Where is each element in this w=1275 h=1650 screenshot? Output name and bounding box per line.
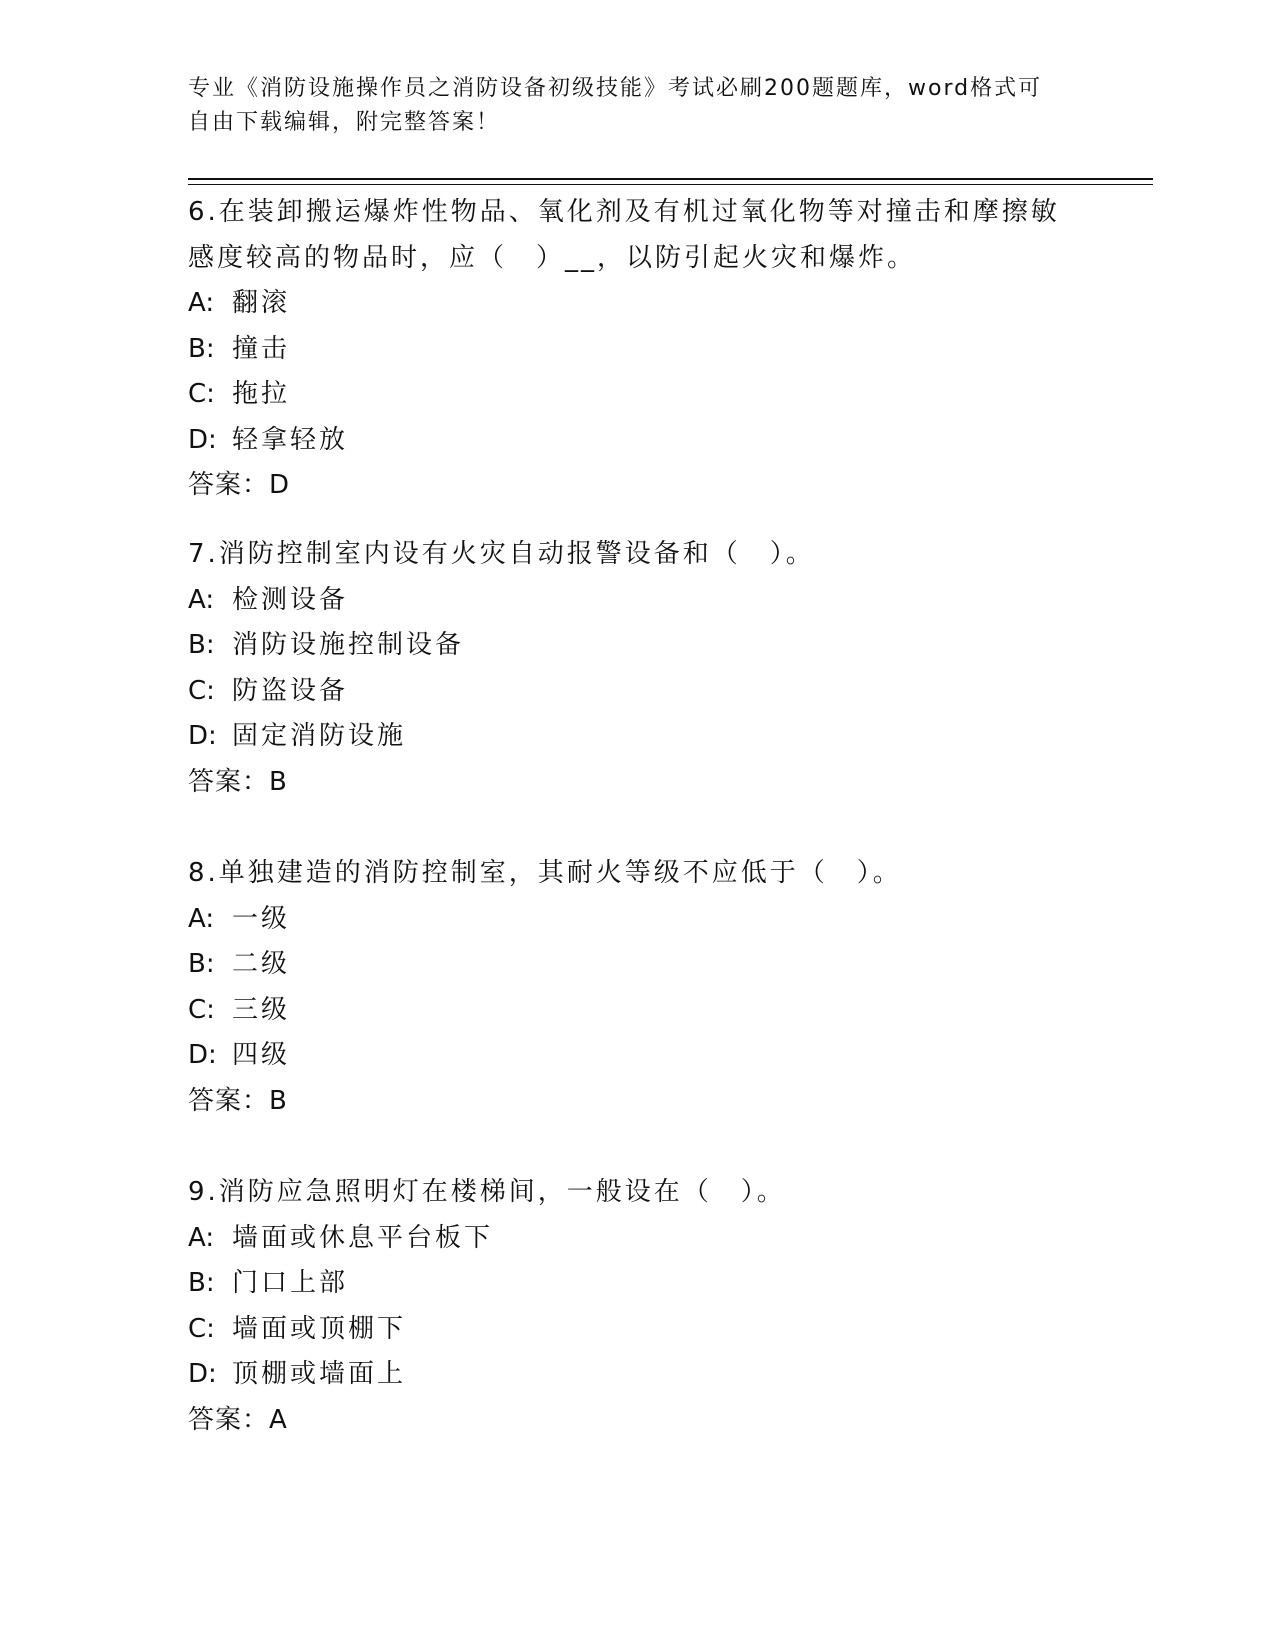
option-c (188, 988, 1088, 1034)
option-d (188, 1352, 1088, 1398)
option-letter: D: (188, 1359, 217, 1389)
option-letter: C: (188, 675, 215, 706)
option-text: 门口上部 (232, 1268, 349, 1298)
option-text: 顶棚或墙面上 (232, 1359, 407, 1389)
answer-line: 答案：D (188, 470, 291, 500)
option-d (188, 418, 1088, 464)
option-letter: A: (188, 288, 215, 318)
option-letter: B: (188, 630, 215, 660)
option-letter: B: (188, 333, 215, 364)
question-stem-continued: 感度较高的物品时，应（ ）__，以防引起火灾和爆炸。 (188, 242, 917, 273)
question-9 (188, 1170, 1088, 1443)
option-text: 一级 (232, 903, 291, 934)
option-letter: B: (188, 949, 215, 979)
question-stem: 8.单独建造的消防控制室，其耐火等级不应低于（ ）。 (188, 858, 902, 888)
header-line-1: 专业《消防设施操作员之消防设备初级技能》考试必刷200题题库，word格式可 (188, 76, 1043, 101)
option-text: 防盗设备 (232, 675, 349, 706)
option-b (188, 327, 1088, 373)
option-c (188, 372, 1088, 418)
option-letter: D: (188, 424, 217, 455)
option-text: 消防设施控制设备 (232, 630, 465, 660)
option-b (188, 1261, 1088, 1307)
option-a (188, 1216, 1088, 1262)
option-d (188, 714, 1088, 760)
question-stem: 9.消防应急照明灯在楼梯间，一般设在（ ）。 (188, 1177, 786, 1207)
option-letter: A: (188, 584, 215, 615)
option-text: 检测设备 (232, 584, 349, 615)
option-d (188, 1033, 1088, 1079)
option-letter: C: (188, 994, 215, 1025)
option-text: 墙面或顶棚下 (232, 1313, 407, 1344)
answer-line: 答案：B (188, 1085, 288, 1116)
option-c (188, 1307, 1088, 1353)
option-letter: A: (188, 1222, 215, 1253)
option-a (188, 578, 1088, 624)
document-header (188, 72, 1088, 140)
answer-line: 答案：B (188, 766, 288, 797)
answer-line: 答案：A (188, 1404, 288, 1435)
question-stem: 7.消防控制室内设有火灾自动报警设备和（ ）。 (188, 539, 815, 569)
option-a (188, 281, 1088, 327)
option-letter: D: (188, 721, 217, 751)
option-letter: C: (188, 1313, 215, 1344)
option-text: 撞击 (232, 333, 291, 364)
option-text: 三级 (232, 994, 291, 1025)
option-text: 翻滚 (232, 288, 291, 318)
option-b (188, 623, 1088, 669)
option-text: 四级 (232, 1040, 291, 1070)
option-b (188, 942, 1088, 988)
option-text: 拖拉 (232, 379, 291, 409)
header-divider-thick (188, 178, 1153, 180)
question-8 (188, 851, 1088, 1124)
header-line-2: 自由下载编辑，附完整答案！ (188, 110, 501, 135)
option-letter: C: (188, 379, 215, 409)
option-text: 固定消防设施 (232, 721, 407, 751)
option-letter: B: (188, 1268, 215, 1298)
option-letter: D: (188, 1040, 217, 1070)
option-text: 二级 (232, 949, 291, 979)
option-text: 墙面或休息平台板下 (232, 1222, 494, 1253)
header-divider-thin (188, 184, 1153, 185)
option-c (188, 669, 1088, 715)
option-a (188, 897, 1088, 943)
option-text: 轻拿轻放 (232, 424, 349, 455)
question-stem: 6.在装卸搬运爆炸性物品、氧化剂及有机过氧化物等对撞击和摩擦敏 (188, 197, 1060, 227)
option-letter: A: (188, 903, 215, 934)
question-6 (188, 190, 1088, 509)
question-7 (188, 532, 1088, 805)
